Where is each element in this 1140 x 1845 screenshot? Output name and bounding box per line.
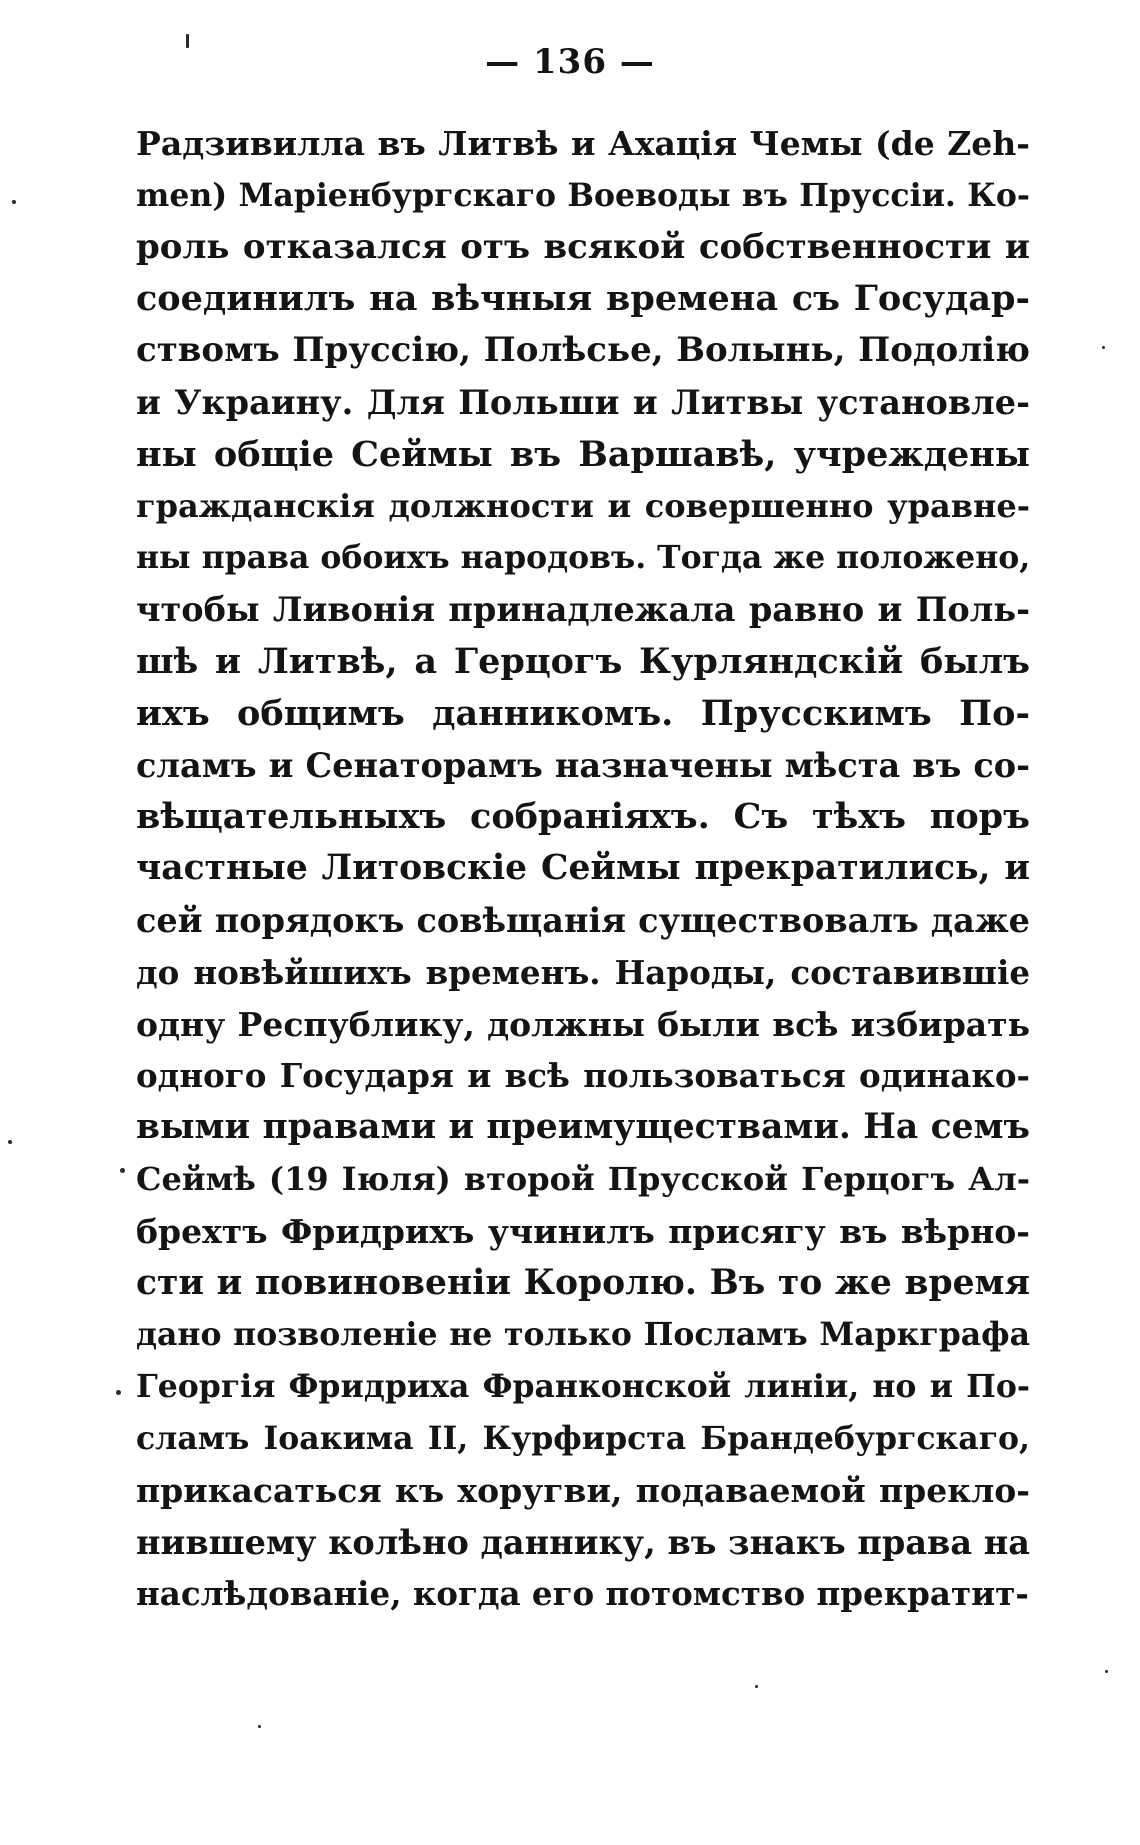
page-number: — 136 — (485, 42, 655, 82)
text-line: Радзивилла въ Литвѣ и Ахація Чемы (de Zeh- (136, 124, 1030, 163)
scan-speck (8, 1140, 12, 1144)
text-line: Георгія Фридриха Франконской линіи, но и По- (136, 1368, 1030, 1406)
text-line: men) Маріенбургскаго Воеводы въ Пруссіи. Ко- (136, 176, 1030, 214)
scan-speck (1102, 346, 1105, 349)
text-line: сламъ и Сенаторамъ назначены мѣста въ со- (136, 745, 1030, 785)
text-line: частные Литовскіе Сеймы прекратились, и (136, 848, 1030, 889)
text-line: наслѣдованіе, когда его потомство прекратит- (136, 1574, 1029, 1614)
text-line: до новѣйшихъ временъ. Народы, составившіе (136, 952, 1030, 992)
text-line: сти и повиновеніи Королю. Въ то же время (136, 1262, 1030, 1303)
text-line: выми правами и преимуществами. На семъ (136, 1107, 1030, 1148)
text-line: чтобы Ливонія принадлежала равно и Поль- (136, 590, 1030, 630)
text-line: сламъ Іоакима II, Курфирста Брандебургскаго, (136, 1419, 1030, 1457)
text-line: вѣщательныхъ собраніяхъ. Съ тѣхъ поръ (136, 796, 1030, 838)
scan-speck (116, 1390, 121, 1395)
text-line: одного Государя и всѣ пользоваться одинако- (136, 1056, 1030, 1096)
text-line: брехтъ Фридрихъ учинилъ присягу въ вѣрно- (136, 1211, 1030, 1251)
text-line: дано позволеніе не только Посламъ Маркграфа (136, 1316, 1030, 1354)
scan-speck (12, 200, 16, 204)
text-line: ны права обоихъ народовъ. Тогда же положено, (136, 539, 1030, 577)
scan-speck (755, 1685, 758, 1688)
text-line: гражданскія должности и совершенно уравне- (136, 486, 1030, 525)
text-line: роль отказался отъ всякой собственности и (136, 226, 1030, 267)
scan-speck (186, 34, 189, 48)
body-text (136, 118, 1030, 1620)
text-line: шѣ и Литвѣ, а Герцогъ Курляндскій былъ (136, 640, 1030, 682)
text-line: сей порядокъ совѣщанія существовалъ даже (136, 900, 1030, 940)
text-line: ствомъ Пруссію, Полѣсье, Волынь, Подолію (136, 330, 1030, 371)
scan-speck (1105, 1670, 1108, 1673)
text-line: и Украину. Для Польши и Литвы установле- (136, 382, 1030, 422)
scan-speck (258, 1725, 261, 1728)
scan-speck (120, 1168, 125, 1173)
text-line: ны общіе Сеймы въ Варшавѣ, учреждены (136, 433, 1030, 475)
text-line: ихъ общимъ данникомъ. Прусскимъ По- (136, 692, 1030, 734)
text-line: нившему колѣно даннику, въ знакъ права на (136, 1522, 1030, 1562)
text-line: Сеймѣ (19 Іюля) второй Прусской Герцогъ Ал- (136, 1159, 1030, 1198)
text-line: прикасаться къ хоругви, подаваемой прекло- (136, 1470, 1030, 1510)
text-line: соединилъ на вѣчныя времена съ Государ- (136, 278, 1030, 320)
text-line: одну Республику, должны были всѣ избирать (136, 1004, 1030, 1044)
